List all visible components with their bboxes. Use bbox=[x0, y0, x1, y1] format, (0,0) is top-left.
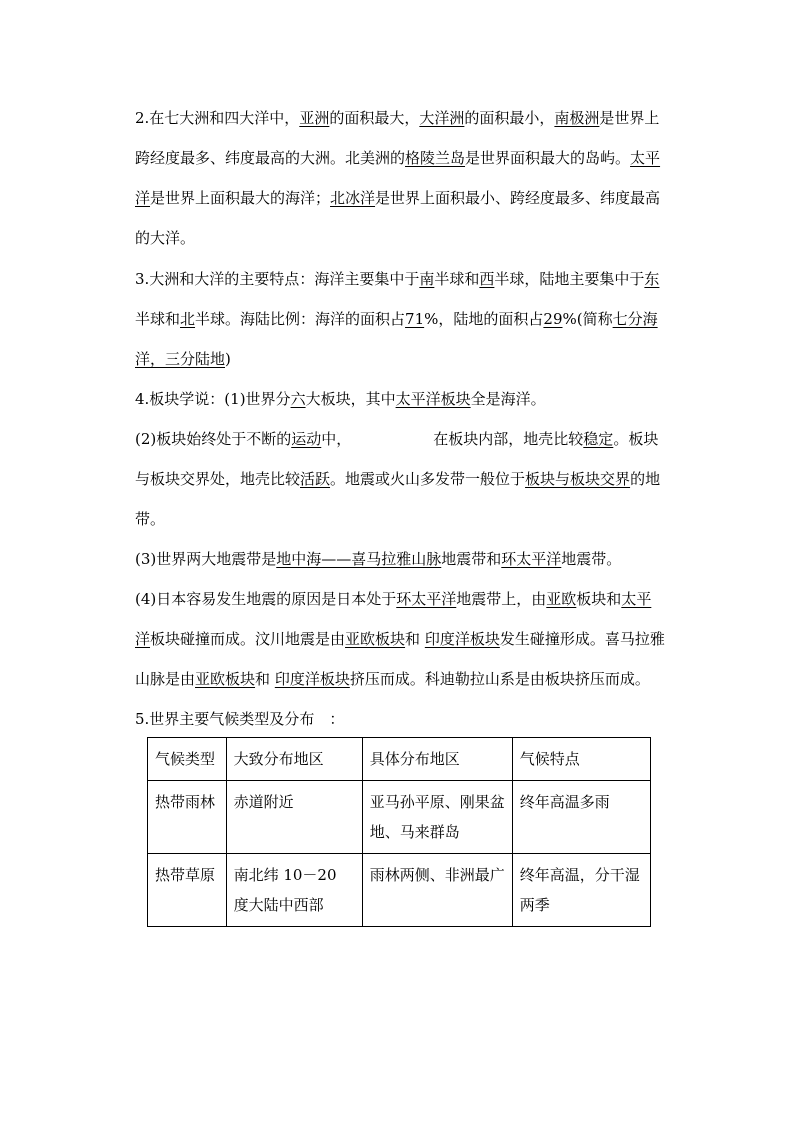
text: 半球，陆地主要集中于 bbox=[494, 270, 645, 288]
answer-oceania: 大洋洲 bbox=[419, 109, 465, 127]
text: 是世界上跨经度最多、纬度最高的大洲。北美洲的 bbox=[135, 109, 660, 167]
table-cell: 热带雨林 bbox=[148, 781, 227, 854]
text: 。地震或火山多发带一般位于 bbox=[330, 470, 526, 488]
answer-active: 活跃 bbox=[300, 470, 331, 488]
answer-circum-pacific: 环太平洋 bbox=[501, 550, 562, 568]
table-cell: 雨林两侧、非洲最广 bbox=[362, 854, 512, 927]
answer-arctic: 北冰洋 bbox=[330, 189, 376, 207]
text: 和 bbox=[255, 670, 275, 688]
table-header: 气候特点 bbox=[512, 738, 650, 781]
answer-south: 南 bbox=[419, 270, 435, 288]
text: 是世界上面积最小、跨经度最多、纬度最高的大洋。 bbox=[135, 189, 661, 247]
paragraph-4-4 bbox=[135, 579, 665, 699]
answer-west: 西 bbox=[479, 270, 495, 288]
text: 地震带上，由 bbox=[456, 590, 547, 608]
table-cell: 热带草原 bbox=[148, 854, 227, 927]
text: 是世界面积最大的岛屿。 bbox=[465, 149, 631, 167]
answer-ratio: 七分海洋，三分陆地 bbox=[135, 310, 658, 368]
text: 的面积最大， bbox=[329, 109, 420, 127]
paragraph-2 bbox=[135, 98, 665, 258]
paragraph-4-2 bbox=[135, 419, 665, 539]
text: 半球和 bbox=[434, 270, 480, 288]
answer-ocean-percent: 71 bbox=[405, 310, 425, 328]
table-header: 具体分布地区 bbox=[362, 738, 512, 781]
answer-indian-plate: 印度洋板块 bbox=[274, 670, 350, 688]
answer-pacific: 太平洋 bbox=[135, 149, 661, 207]
table-cell: 终年高温多雨 bbox=[512, 781, 650, 854]
answer-indian-plate: 印度洋板块 bbox=[424, 630, 500, 648]
table-header: 气候类型 bbox=[148, 738, 227, 781]
climate-table bbox=[147, 737, 651, 927]
text: 在板块内部，地壳比较 bbox=[433, 430, 584, 448]
text: 2.在七大洲和四大洋中， bbox=[135, 109, 300, 127]
text: 全是海洋。 bbox=[470, 390, 546, 408]
table-row bbox=[148, 854, 651, 927]
text: 中， bbox=[321, 430, 352, 448]
answer-antarctica: 南极洲 bbox=[554, 109, 600, 127]
answer-mediterranean-himalaya: 地中海——喜马拉雅山脉 bbox=[276, 550, 442, 568]
text: 发生碰撞形成。喜马拉雅山脉是由 bbox=[135, 630, 665, 688]
paragraph-5 bbox=[135, 699, 665, 739]
text: %(简称 bbox=[562, 310, 613, 328]
paragraph-4 bbox=[135, 379, 665, 419]
text: 板块碰撞而成。汶川地震是由 bbox=[150, 630, 346, 648]
answer-greenland: 格陵兰岛 bbox=[405, 149, 466, 167]
answer-east: 东 bbox=[644, 270, 660, 288]
text: 挤压而成。科迪勒拉山系是由板块挤压而成。 bbox=[349, 670, 650, 688]
text: 半球和 bbox=[135, 310, 181, 328]
text: 。板块与板块交界处，地壳比较 bbox=[135, 430, 659, 488]
text: 地震带。 bbox=[561, 550, 622, 568]
text: 4.板块学说：(1)世界分 bbox=[135, 390, 291, 408]
answer-eurasian-plate: 亚欧板块 bbox=[195, 670, 256, 688]
answer-circum-pacific: 环太平洋 bbox=[396, 590, 457, 608]
text: 5.世界主要气候类型及分布 ： bbox=[135, 710, 345, 728]
text: (4)日本容易发生地震的原因是日本处于 bbox=[135, 590, 397, 608]
answer-eurasian: 亚欧 bbox=[546, 590, 577, 608]
table-header-row bbox=[148, 738, 651, 781]
text: ) bbox=[225, 350, 231, 368]
table-row bbox=[148, 781, 651, 854]
table-cell: 赤道附近 bbox=[226, 781, 362, 854]
text: 的地带。 bbox=[135, 470, 661, 528]
answer-land-percent: 29 bbox=[543, 310, 563, 328]
text: 是世界上面积最大的海洋； bbox=[150, 189, 331, 207]
text: 地震带和 bbox=[441, 550, 502, 568]
table-cell: 南北纬 10－20 度大陆中西部 bbox=[226, 854, 362, 927]
answer-six: 六 bbox=[290, 390, 306, 408]
answer-pacific-plate: 太平洋板块 bbox=[395, 390, 471, 408]
text: (3)世界两大地震带是 bbox=[135, 550, 277, 568]
text: 板块和 bbox=[576, 590, 622, 608]
answer-motion: 运动 bbox=[291, 430, 322, 448]
answer-asia: 亚洲 bbox=[299, 109, 330, 127]
table-cell: 亚马孙平原、刚果盆地、马来群岛 bbox=[362, 781, 512, 854]
paragraph-4-3 bbox=[135, 539, 665, 579]
paragraph-3 bbox=[135, 259, 665, 379]
text: (2)板块始终处于不断的 bbox=[135, 430, 292, 448]
answer-eurasian-plate: 亚欧板块 bbox=[345, 630, 406, 648]
answer-north: 北 bbox=[180, 310, 196, 328]
table-cell: 终年高温，分干湿两季 bbox=[512, 854, 650, 927]
table-header: 大致分布地区 bbox=[226, 738, 362, 781]
answer-pacific: 太平洋 bbox=[135, 590, 652, 648]
text: 大板块，其中 bbox=[305, 390, 396, 408]
answer-stable: 稳定 bbox=[583, 430, 614, 448]
answer-plate-boundary: 板块与板块交界 bbox=[525, 470, 631, 488]
text: 3.大洲和大洋的主要特点：海洋主要集中于 bbox=[135, 270, 420, 288]
text: %，陆地的面积占 bbox=[424, 310, 544, 328]
text: 和 bbox=[405, 630, 425, 648]
text: 半球。海陆比例：海洋的面积占 bbox=[195, 310, 406, 328]
text: 的面积最小， bbox=[464, 109, 555, 127]
